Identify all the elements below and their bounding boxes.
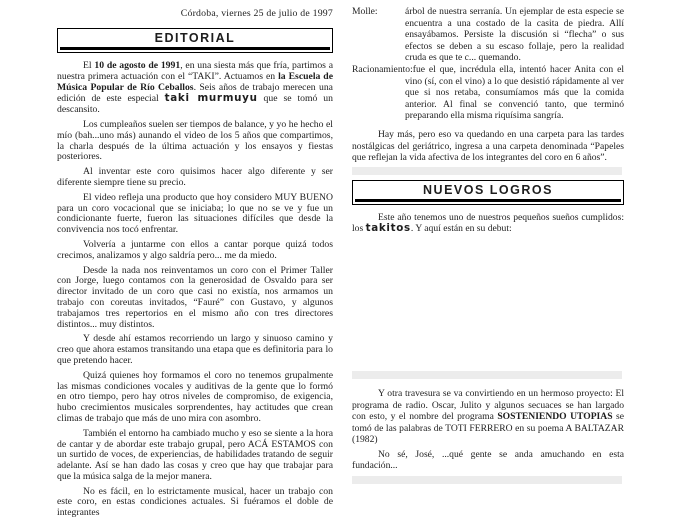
text-run: Y otra travesura se va convirtiendo en un hermoso proyecto: El programa de radio. Oscar, Julito y algunos secuaces se han largado con esto, y el nombre del programa	[352, 387, 624, 423]
paragraph	[57, 167, 333, 189]
paragraph	[57, 334, 333, 366]
photo-blank-area	[352, 235, 624, 371]
text-run: Volvería a juntarme con ellos a cantar porque quizá todos crecimos, analizamos y algo saldría pero... me da miedo.	[57, 238, 333, 261]
highlight-bar	[352, 371, 622, 379]
glossary-closing-paragraph: Hay más, pero eso va quedando en una carpeta para las tardes nostálgicas del geriátrico, ingresa a una carpeta denominada “Papeles que reflejan la vida afectiva de los integrantes del coro en 6 años”.	[352, 128, 624, 164]
highlight-bar	[352, 476, 622, 484]
text-run: se tomó de las palabras de TOTI FERRERO en su poema A BALTAZAR (1982)	[352, 411, 624, 446]
editorial-header-box	[57, 28, 333, 53]
glossary-list	[352, 6, 624, 122]
text-run: Desde la nada nos reinventamos un coro con el Primer Taller con Jorge, luego contamos con la generosidad de Osvaldo para ser director invitado de un coro que casi no existía, nos armamos un trabajo con coreutas invitados, “Fauré” con Gustavo, y algunos trabajamos tres repertorios en el mismo año con tres directores distintos... muy distintos.	[57, 264, 333, 330]
text-run: Este año tenemos uno de nuestros pequeños sueños cumplidos: los	[352, 211, 624, 235]
editorial-body	[57, 61, 333, 519]
text-run-brand: takitos	[365, 222, 411, 235]
nuevos-logros-title: NUEVOS LOGROS	[355, 183, 621, 202]
editorial-title: EDITORIAL	[60, 31, 330, 50]
text-run: También el entorno ha cambiado mucho y eso se siente a la hora de cantar y de abordar este trabajo grupal, pero ACÁ ESTAMOS con un surtido de voces, de experiencias, de habilidades tratando de seguir adelante. Así se han dado las cosas y creo que hay que trabajar para que la música salga de la mejor manera.	[57, 427, 333, 482]
right-column	[352, 6, 624, 484]
text-run: El	[83, 60, 95, 71]
paragraph	[57, 61, 333, 116]
editorial-column	[57, 8, 333, 523]
paragraph	[57, 429, 333, 483]
text-run: Quizá quienes hoy formamos el coro no tenemos grupalmente las mismas condiciones vocales y auditivas de la gente que lo formó en otro tiempo, pero hay otros niveles de compromiso, de exigencia, hubo crecimientos musicales sorprendentes, hay actitudes que crean climas de trabajo que más de uno mira con asombro.	[57, 369, 333, 424]
paragraph	[57, 240, 333, 262]
text-run-brand: taki murmuyu	[164, 92, 258, 105]
text-run: No es fácil, en lo estrictamente musical, hacer un trabajo con este coro, en estas condiciones actuales. Si fuéramos el doble de integrantes	[57, 485, 333, 519]
paragraph	[57, 193, 333, 236]
text-run: . Seis años de trabajo merecen una edición de este especial	[57, 81, 333, 105]
paragraph	[57, 371, 333, 425]
glossary-item: Racionamiento:fue el que, incrédula ella, intentó hacer Anita con el vino (sí, con el vino) a lo que desistió rápidamente al ver que si nos retaba, consumíamos más que la comida anterior. Al final se convenció tanto, que terminó preparando ella misma riquísima sangría.	[352, 63, 624, 122]
text-run: . Y aquí están en su debut:	[410, 223, 512, 235]
date-line: Córdoba, viernes 25 de julio de 1997	[180, 8, 333, 19]
text-run-bold: SOSTENIENDO UTOPIAS	[497, 411, 613, 423]
nuevos-logros-intro	[352, 212, 624, 235]
paragraph	[57, 266, 333, 331]
text-run: Y desde ahí estamos recorriendo un largo y sinuoso camino y creo que ahora estamos transitando una etapa que es definitoria para lo que pretendo hacer.	[57, 333, 333, 366]
text-run: , en una siesta más que fría, partimos a nuestra primera actuación con el “TAKI”. Actuamos en	[57, 60, 334, 82]
text-run: Los cumpleaños suelen ser tiempos de balance, y yo he hecho el mío (bah...uno más) aunando el video de los 5 años que compartimos, la charla después de la última actuación y los ensayos y fiestas posteriores.	[57, 118, 333, 163]
paragraph	[57, 487, 333, 519]
highlight-bar	[352, 167, 622, 175]
nuevos-logros-header-box	[352, 180, 624, 205]
closing-quote-paragraph: No sé, José, ...qué gente se anda amuchando en esta fundación...	[352, 448, 624, 472]
text-run: que se tomó un descansito.	[57, 93, 333, 116]
radio-program-paragraph	[352, 388, 624, 446]
glossary-term: Molle:	[352, 6, 378, 17]
text-run-bold: la Escuela de Música Popular de Río Ceballos	[57, 70, 333, 93]
glossary-term: Racionamiento:	[352, 63, 413, 75]
text-run: Al inventar este coro quisimos hacer algo diferente y ser diferente siempre tiene su precio.	[57, 166, 333, 188]
paragraph	[57, 120, 333, 163]
text-run: El video refleja una producto que hoy considero MUY BUENO para un coro vocacional que se iniciaba; lo que no se ve y fue un condicionante fuerte, fueron las situaciones difíciles que desde la convivencia nos tocó enfrentar.	[57, 191, 333, 236]
glossary-item: Molle: árbol de nuestra serranía. Un ejemplar de esta especie se encuentra a una costado de la casita de piedra. Allí ensayábamos. Persiste la discusión si “flecha” o sus efectos se deben a su escaso follaje, pero la realidad cruda es que te c... quemando.	[352, 6, 624, 64]
text-run-bold: 10 de agosto de 1991	[94, 60, 181, 71]
